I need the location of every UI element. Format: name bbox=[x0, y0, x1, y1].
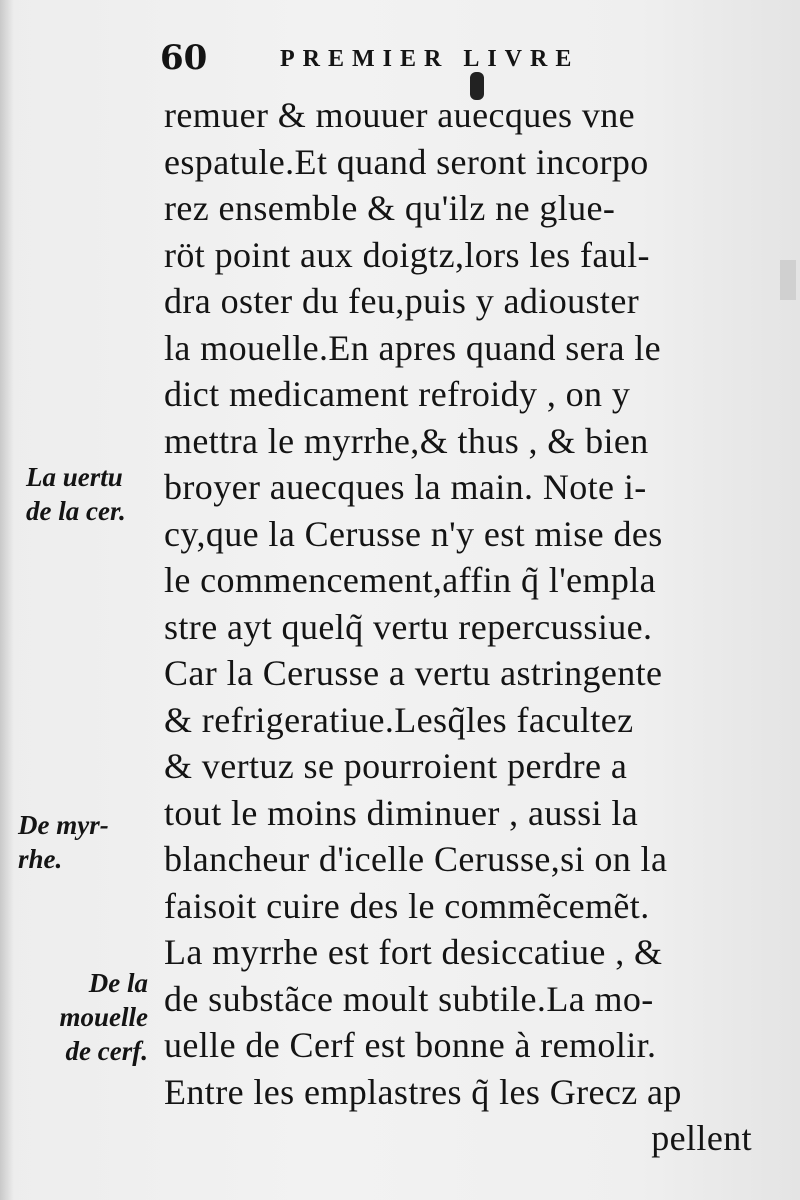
text-line: le commencement,affin q̃ l'empla bbox=[164, 560, 657, 600]
text-line: faisoit cuire des le commẽcemẽt. bbox=[164, 885, 650, 926]
text-line: blancheur d'icelle Cerusse,si on la bbox=[164, 839, 668, 879]
text-line: la mouelle.En apres quand sera le bbox=[164, 327, 662, 368]
page-number: 60 bbox=[160, 38, 208, 78]
margin-note-line: De la bbox=[88, 968, 148, 998]
text-line: La myrrhe est fort desiccatiue , & bbox=[164, 932, 663, 972]
margin-note-line: de la cer. bbox=[26, 496, 126, 526]
text-line: Entre les emplastres q̃ les Grecz ap bbox=[164, 1071, 682, 1112]
text-line: tout le moins diminuer , aussi la bbox=[164, 792, 639, 833]
text-line: & refrigeratiue.Lesq̃les facultez bbox=[164, 699, 634, 740]
page-header bbox=[160, 38, 760, 78]
text-line: mettra le myrrhe,& thus , & bien bbox=[164, 420, 649, 461]
main-text-block bbox=[164, 92, 764, 1162]
show-through-mark bbox=[780, 260, 796, 300]
text-line: broyer auecques la main. Note i- bbox=[164, 467, 647, 507]
text-line: remuer & mouuer auecques vne bbox=[164, 95, 636, 135]
margin-note-line: mouelle bbox=[59, 1002, 148, 1032]
text-line: stre ayt quelq̃ vertu repercussiue. bbox=[164, 606, 653, 647]
text-line: röt point aux doigtz,lors les faul- bbox=[164, 234, 650, 275]
binding-shadow bbox=[0, 0, 14, 1200]
margin-note-marrow bbox=[20, 966, 148, 1068]
margin-note-virtue bbox=[26, 460, 166, 528]
text-line: & vertuz se pourroient perdre a bbox=[164, 746, 628, 786]
text-line: Car la Cerusse a vertu astringente bbox=[164, 653, 663, 693]
margin-note-line: de cerf. bbox=[65, 1036, 148, 1066]
text-line: cy,que la Cerusse n'y est mise des bbox=[164, 513, 663, 554]
text-line: rez ensemble & qu'ilz ne glue- bbox=[164, 188, 616, 228]
margin-note-myrrh bbox=[18, 808, 158, 876]
text-line: de substãce moult subtile.La mo- bbox=[164, 978, 654, 1019]
margin-note-line: De myr- bbox=[18, 810, 109, 840]
running-title: PREMIER LIVRE bbox=[280, 46, 580, 72]
catchword: pellent bbox=[651, 1118, 752, 1158]
text-line: dra oster du feu,puis y adiouster bbox=[164, 281, 640, 321]
text-line: dict medicament refroidy , on y bbox=[164, 374, 631, 414]
margin-note-line: La uertu bbox=[26, 462, 123, 492]
margin-note-line: rhe. bbox=[18, 844, 63, 874]
text-line: uelle de Cerf est bonne à remolir. bbox=[164, 1025, 657, 1065]
text-line: espatule.Et quand seront incorpo bbox=[164, 141, 649, 182]
